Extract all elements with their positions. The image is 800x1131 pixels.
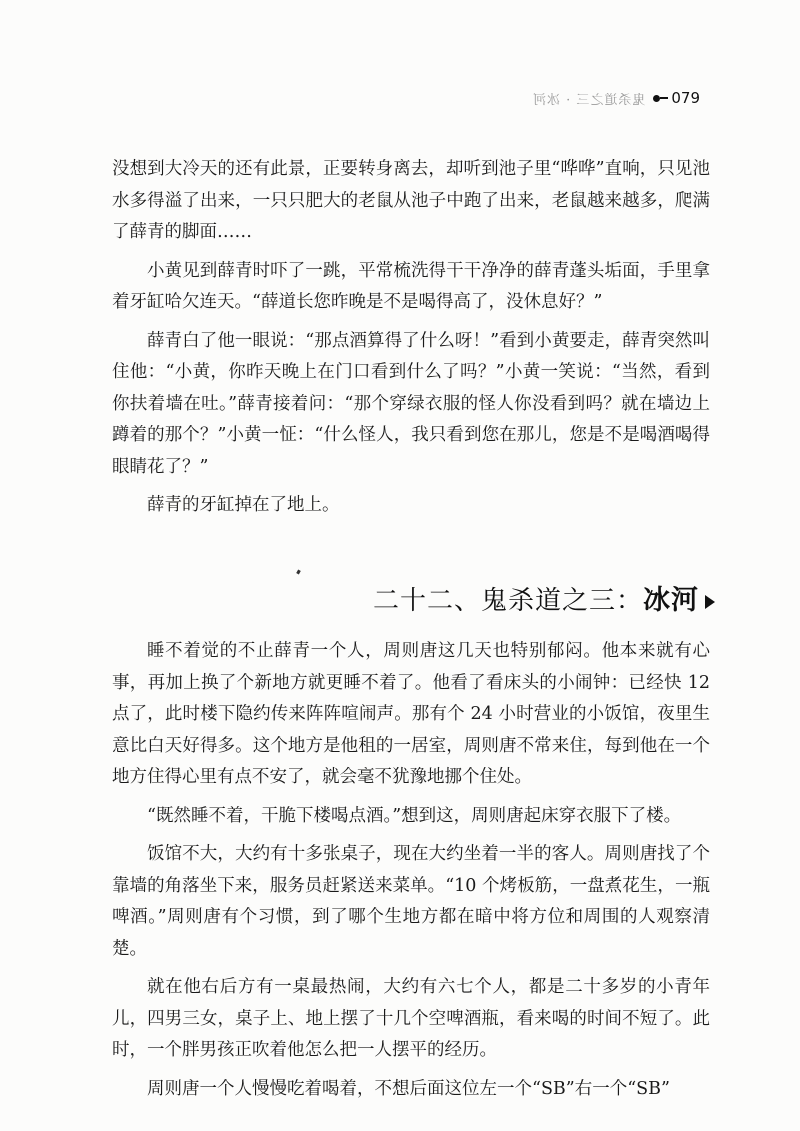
scan-speck [296,570,301,575]
paragraph: 薛青白了他一眼说：“那点酒算得了什么呀！”看到小黄要走，薛青突然叫住他：“小黄，你昨天晚上在门口看到什么了吗？”小黄一笑说：“当然，看到你扶着墙在吐。”薛青接着问：“那个穿绿衣服的怪人你没看到吗？就在墙边上蹲着的那个？”小黄一怔：“什么怪人，我只看到您在那儿，您是不是喝酒喝得眼睛花了？” [112,330,710,477]
header-title: 鬼杀道之三 · 冰河 [531,92,646,108]
paragraph: 小黄见到薛青时吓了一跳，平常梳洗得干干净净的薛青蓬头垢面，手里拿着牙缸哈欠连天。“薛道长您昨晚是不是喝得高了，没休息好？” [112,260,710,312]
paragraph: 就在他右后方有一桌最热闹，大约有六七个人，都是二十多岁的小青年儿，四男三女，桌子上、地上摆了十几个空啤酒瓶，看来喝的时间不短了。此时，一个胖男孩正吹着他怎么把一人摆平的经历。 [112,977,710,1060]
dash-icon [660,97,668,99]
top-text-block [112,154,710,529]
section-heading-title: 冰河 [643,585,699,616]
bottom-text-block [112,636,710,1112]
section-heading [300,578,715,617]
paragraph: “既然睡不着，干脆下楼喝点酒。”想到这，周则唐起床穿衣服下了楼。 [147,805,682,826]
running-header [500,86,700,110]
triangle-right-icon [705,595,715,609]
paragraph: 周则唐一个人慢慢吃着喝着，不想后面这位左一个“SB”右一个“SB” [147,1078,670,1099]
page-number: 079 [671,89,700,107]
bullet-dot-icon [653,95,660,102]
paragraph: 薛青的牙缸掉在了地上。 [147,495,340,515]
paragraph: 没想到大冷天的还有此景，正要转身离去，却听到池子里“哗哗”直响，只见池水多得溢了出来，一只只肥大的老鼠从池子中跑了出来，老鼠越来越多，爬满了薛青的脚面…… [112,159,710,242]
paragraph: 饭馆不大，大约有十多张桌子，现在大约坐着一半的客人。周则唐找了个靠墙的角落坐下来，服务员赶紧送来菜单。“10 个烤板筋，一盘煮花生，一瓶啤酒。”周则唐有个习惯，到了哪个生地方都在暗中将方位和周围的人观察清楚。 [112,844,710,959]
section-heading-prefix: 二十二、鬼杀道之三： [372,586,643,616]
paragraph: 睡不着觉的不止薛青一个人，周则唐这几天也特别郁闷。他本来就有心事，再加上换了个新地方就更睡不着了。他看了看床头的小闹钟：已经快 12 点了，此时楼下隐约传来阵阵喧闹声。那有个 24 小时营业的小饭馆，夜里生意比白天好得多。这个地方是他租的一居室，周则唐不常来住，每到他在一个地方住得心里有点不安了，就会毫不犹豫地挪个住处。 [112,641,710,787]
